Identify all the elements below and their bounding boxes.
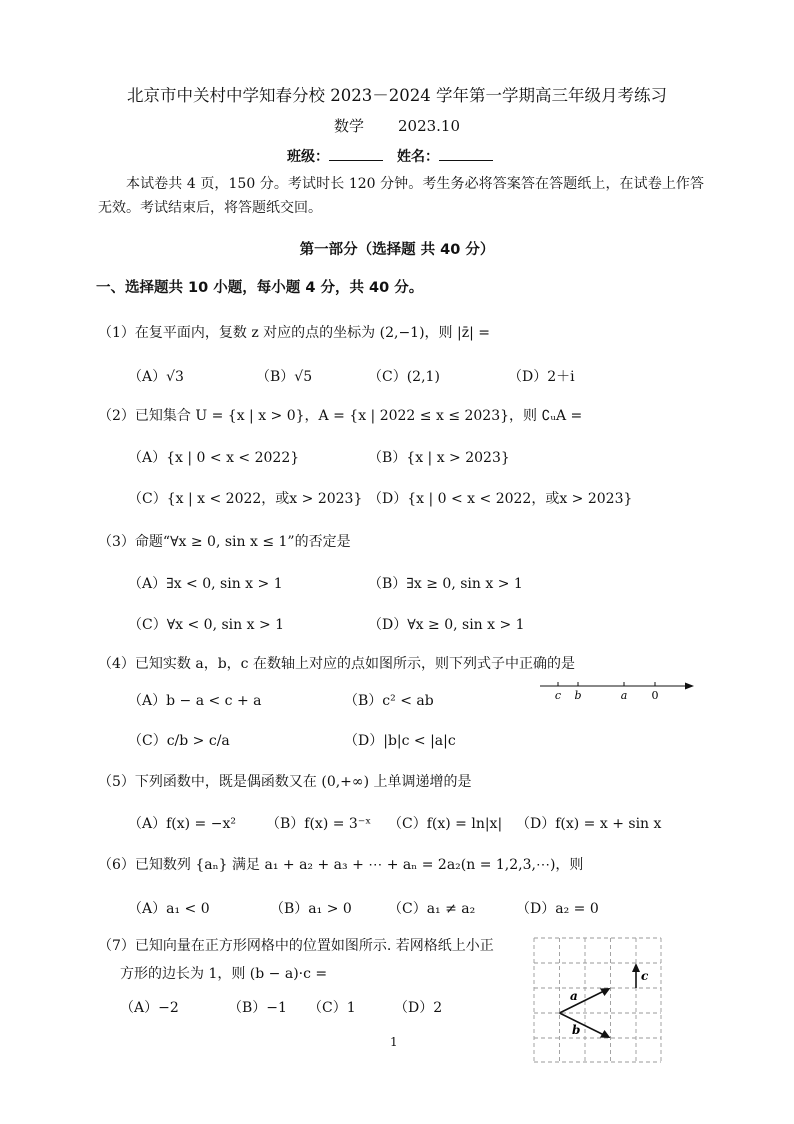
q3-option-a[interactable]: （A）∃x < 0, sin x > 1: [128, 576, 283, 592]
q4-option-c[interactable]: （C）c/b > c/a: [128, 733, 230, 749]
vector-label-a: a: [570, 989, 578, 1003]
name-blank[interactable]: [439, 147, 493, 161]
question-4-stem: （4）已知实数 a，b，c 在数轴上对应的点如图所示，则下列式子中正确的是: [98, 656, 575, 672]
q5-option-c[interactable]: （C）f(x) = ln|x|: [388, 816, 503, 832]
vector-label-b: b: [572, 1023, 581, 1037]
q1-option-a[interactable]: （A）√3: [128, 369, 184, 385]
q1-option-c[interactable]: （C）(2,1): [368, 369, 440, 385]
exam-instructions: 本试卷共 4 页，150 分。考试时长 120 分钟。考生务必将答案答在答题纸上，在试卷上作答无效。考试结束后，将答题纸交回。: [98, 176, 704, 216]
axis-label-a: a: [620, 689, 628, 702]
class-label: 班级：: [287, 149, 329, 165]
vector-c-arrowhead: [632, 963, 640, 972]
question-1-stem: （1）在复平面内，复数 z 对应的点的坐标为 (2,−1)，则 |z̄| =: [98, 325, 490, 341]
page-number: 1: [390, 1035, 398, 1049]
q7-option-d[interactable]: （D）2: [394, 1000, 443, 1016]
vector-grid-figure: [532, 936, 666, 1066]
q6-option-b[interactable]: （B）a₁ > 0: [270, 901, 352, 917]
q5-option-a[interactable]: （A）f(x) = −x²: [128, 816, 236, 832]
question-7-stem-line2: 方形的边长为 1，则 (b − a)·c =: [120, 966, 328, 982]
q4-option-d[interactable]: （D）|b|c < |a|c: [344, 733, 456, 749]
q3-option-d[interactable]: （D）∀x ≥ 0, sin x > 1: [368, 617, 525, 633]
q4-option-a[interactable]: （A）b − a < c + a: [128, 693, 262, 709]
q5-option-d[interactable]: （D）f(x) = x + sin x: [516, 816, 662, 832]
q2-option-a[interactable]: （A）{x | 0 < x < 2022}: [128, 450, 300, 466]
q7-option-c[interactable]: （C）1: [308, 1000, 356, 1016]
q7-option-a[interactable]: （A）−2: [120, 1000, 179, 1016]
q2-option-b[interactable]: （B）{x | x > 2023}: [368, 450, 510, 466]
exam-date: 2023.10: [397, 117, 461, 135]
q3-option-c[interactable]: （C）∀x < 0, sin x > 1: [128, 617, 285, 633]
vector-a-line: [560, 990, 607, 1013]
number-line-arrow: [685, 683, 694, 690]
q6-option-c[interactable]: （C）a₁ ≠ a₂: [388, 901, 476, 917]
part1-title: 第一部分（选择题 共 40 分）: [299, 242, 495, 258]
q2-option-c[interactable]: （C）{x | x < 2022，或x > 2023}: [128, 491, 363, 507]
q1-option-b[interactable]: （B）√5: [256, 369, 313, 385]
question-3-stem: （3）命题“∀x ≥ 0, sin x ≤ 1”的否定是: [98, 534, 351, 550]
number-line-figure: [536, 676, 700, 702]
q4-option-b[interactable]: （B）c² < ab: [344, 693, 434, 709]
axis-label-c: c: [554, 689, 562, 702]
question-6-stem: （6）已知数列 {aₙ} 满足 a₁ + a₂ + a₃ + ⋯ + aₙ = 2a₂(n = 1,2,3,⋯)，则: [98, 857, 584, 873]
subject-label: 数学: [333, 117, 364, 135]
q5-option-b[interactable]: （B）f(x) = 3⁻ˣ: [266, 816, 372, 832]
q6-option-d[interactable]: （D）a₂ = 0: [516, 901, 599, 917]
dashed-grid: [534, 938, 661, 1062]
name-label: 姓名：: [397, 149, 439, 165]
section1-title: 一、选择题共 10 小题，每小题 4 分，共 40 分。: [96, 280, 424, 296]
q7-option-b[interactable]: （B）−1: [228, 1000, 287, 1016]
q2-option-d[interactable]: （D）{x | 0 < x < 2022，或x > 2023}: [368, 491, 633, 507]
axis-label-zero: 0: [651, 689, 659, 702]
question-2-stem: （2）已知集合 U = {x | x > 0}，A = {x | 2022 ≤ x ≤ 2023}，则 ∁ᵤA =: [98, 408, 583, 424]
class-name-line: [0, 146, 794, 166]
q6-option-a[interactable]: （A）a₁ < 0: [128, 901, 210, 917]
axis-label-b: b: [574, 689, 582, 702]
q3-option-b[interactable]: （B）∃x ≥ 0, sin x > 1: [368, 576, 523, 592]
question-7-stem-line1: （7）已知向量在正方形网格中的位置如图所示. 若网格纸上小正: [98, 938, 494, 954]
exam-subtitle: [0, 115, 794, 136]
exam-title: 北京市中关村中学知春分校 2023－2024 学年第一学期高三年级月考练习: [127, 86, 667, 105]
class-blank[interactable]: [329, 147, 383, 161]
q1-option-d[interactable]: （D）2＋i: [508, 369, 575, 385]
question-5-stem: （5）下列函数中，既是偶函数又在 (0,+∞) 上单调递增的是: [98, 774, 472, 790]
vector-label-c: c: [641, 969, 649, 983]
vector-b-line: [560, 1013, 607, 1036]
